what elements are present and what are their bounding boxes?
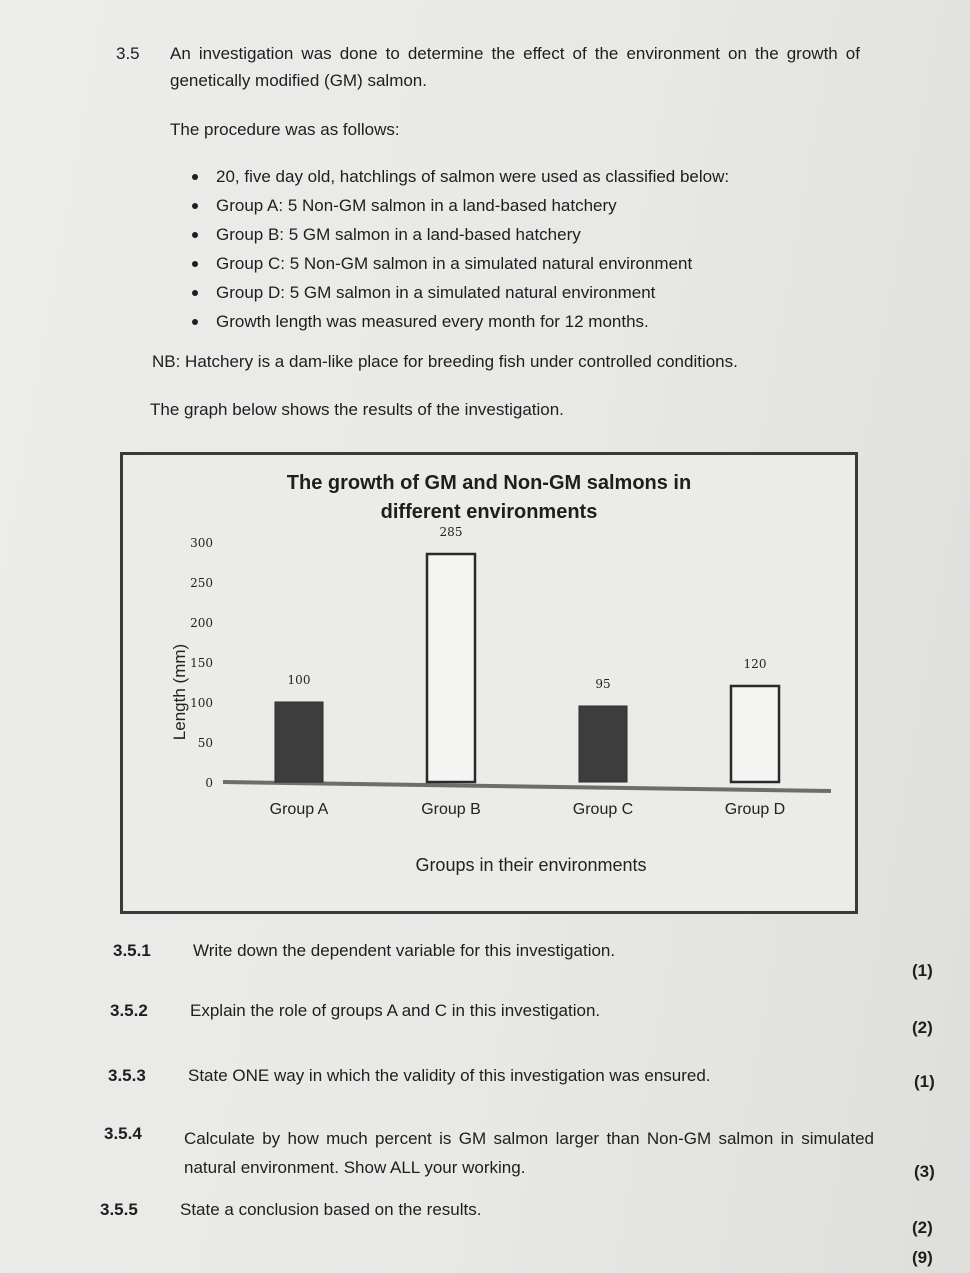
subquestion-text: State ONE way in which the validity of this investigation was ensured. (188, 1066, 711, 1085)
bar (427, 554, 475, 782)
y-tick-label: 150 (190, 656, 213, 670)
marks-3-5-3: (1) (914, 1072, 935, 1091)
total-marks: (9) (912, 1248, 933, 1267)
subquestion-text: State a conclusion based on the results. (180, 1200, 482, 1219)
chart-title-line-2: different environments (380, 501, 598, 523)
procedure-item: Group D: 5 GM salmon in a simulated natural environment (190, 278, 729, 307)
subquestion-number: 3.5.3 (108, 1066, 146, 1085)
procedure-item: Group B: 5 GM salmon in a land-based hatchery (190, 220, 729, 249)
x-tick-label: Group A (269, 801, 329, 818)
data-label: 95 (595, 677, 611, 691)
y-tick-label: 0 (205, 776, 213, 790)
y-tick-label: 250 (190, 576, 213, 590)
y-tick-label: 300 (190, 536, 213, 550)
procedure-item: 20, five day old, hatchlings of salmon were used as classified below: (190, 162, 729, 191)
procedure-item: Group A: 5 Non-GM salmon in a land-based hatchery (190, 191, 729, 220)
procedure-label: The procedure was as follows: (170, 120, 400, 139)
x-tick-label: Group C (572, 801, 634, 818)
x-tick-label: Group B (421, 801, 481, 818)
procedure-item: Growth length was measured every month for 12 months. (190, 307, 729, 336)
y-axis-label: Length (mm) (170, 643, 189, 741)
marks-3-5-1: (1) (912, 961, 933, 980)
subquestion-text: Explain the role of groups A and C in this investigation. (190, 1001, 601, 1020)
subquestion-3-5-4 (104, 1124, 884, 1184)
x-tick-label: Group D (724, 801, 786, 818)
question-intro: An investigation was done to determine the effect of the environment on the growth of genetically modified (GM) salmon. (170, 44, 860, 90)
procedure-item: Group C: 5 Non-GM salmon in a simulated natural environment (190, 249, 729, 278)
x-axis-label: Groups in their environments (415, 855, 647, 875)
y-tick-label: 50 (197, 736, 213, 750)
marks-3-5-4: (3) (914, 1162, 935, 1181)
y-tick-label: 200 (190, 616, 213, 630)
bar (579, 706, 627, 782)
data-label: 100 (287, 673, 311, 687)
subquestion-text: Calculate by how much percent is GM salmon larger than Non-GM salmon in simulated natural environment. Show ALL your working. (184, 1129, 874, 1177)
x-axis-line (223, 782, 831, 791)
marks-3-5-5: (2) (912, 1218, 933, 1237)
y-tick-label: 100 (190, 696, 213, 710)
subquestion-number: 3.5.1 (113, 941, 151, 960)
subquestion-number: 3.5.2 (110, 1001, 148, 1020)
bar (275, 702, 323, 782)
chart-title-line-1: The growth of GM and Non-GM salmons in (286, 472, 692, 494)
subquestion-text: Write down the dependent variable for this investigation. (193, 941, 616, 960)
graph-intro: The graph below shows the results of the investigation. (150, 400, 564, 419)
data-label: 120 (743, 657, 767, 671)
subquestion-number: 3.5.4 (104, 1124, 142, 1143)
bar (731, 686, 779, 782)
chart-plot (123, 455, 855, 911)
nb-note: NB: Hatchery is a dam-like place for breeding fish under controlled conditions. (152, 352, 738, 371)
question-number: 3.5 (116, 44, 140, 63)
data-label: 285 (439, 525, 463, 539)
subquestion-number: 3.5.5 (100, 1200, 138, 1219)
procedure-list (190, 162, 729, 336)
bar-chart (120, 452, 858, 914)
marks-3-5-2: (2) (912, 1018, 933, 1037)
